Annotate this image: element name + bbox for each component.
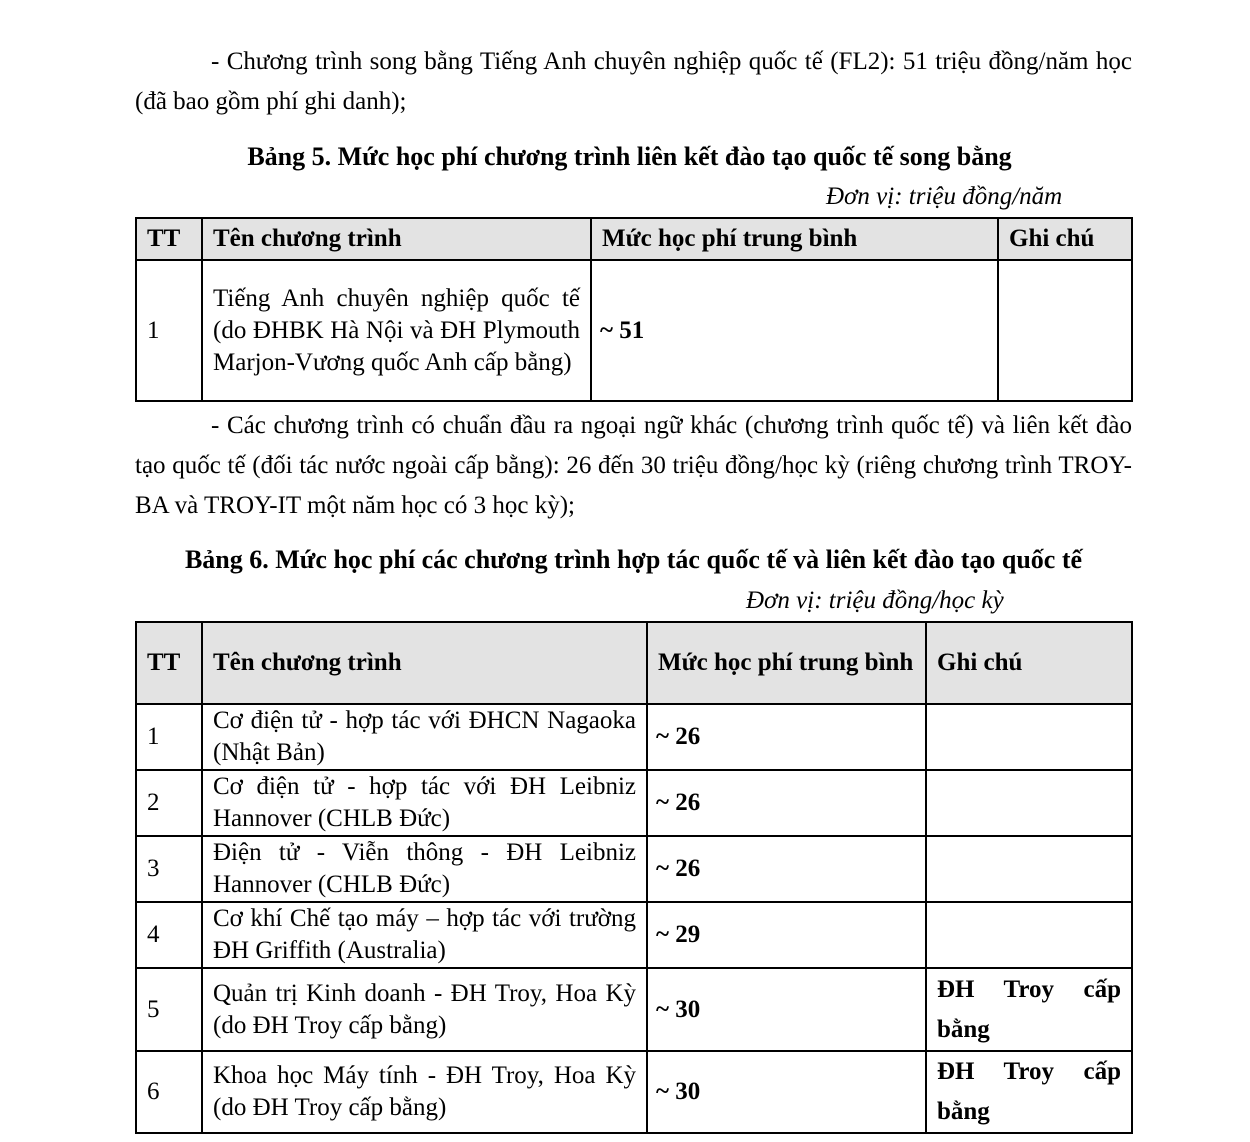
row-fee: ~ 26: [647, 704, 926, 770]
table-row: [136, 704, 1132, 770]
row-note: ĐH Troy cấp bằng: [926, 1051, 1132, 1133]
table5-header-tt: TT: [136, 218, 202, 260]
row-tt: 5: [136, 968, 202, 1051]
table-row: [136, 836, 1132, 902]
row-name: Khoa học Máy tính - ĐH Troy, Hoa Kỳ (do ĐH Troy cấp bằng): [202, 1051, 647, 1133]
row-tt: 3: [136, 836, 202, 902]
row-tt: 6: [136, 1051, 202, 1133]
table-row: [136, 1051, 1132, 1133]
table6-header-fee: Mức học phí trung bình: [647, 622, 926, 704]
table5: [135, 217, 1133, 402]
row-note: [998, 260, 1132, 401]
table5-header-note: Ghi chú: [998, 218, 1132, 260]
table5-unit: Đơn vị: triệu đồng/năm: [826, 183, 1063, 210]
table6-caption: Bảng 6. Mức học phí các chương trình hợp tác quốc tế và liên kết đào tạo quốc tế: [184, 545, 1083, 574]
row-name: Cơ điện tử - hợp tác với ĐHCN Nagaoka (Nhật Bản): [202, 704, 647, 770]
table6-header-note: Ghi chú: [926, 622, 1132, 704]
table6-unit: Đơn vị: triệu đồng/học kỳ: [746, 587, 1004, 614]
table-row: [136, 770, 1132, 836]
row-tt: 2: [136, 770, 202, 836]
row-note: [926, 836, 1132, 902]
row-note: ĐH Troy cấp bằng: [926, 968, 1132, 1051]
intro-paragraph: - Chương trình song bằng Tiếng Anh chuyên nghiệp quốc tế (FL2): 51 triệu đồng/năm học (đã bao gồm phí ghi danh);: [135, 48, 1132, 115]
row-name: Quản trị Kinh doanh - ĐH Troy, Hoa Kỳ (do ĐH Troy cấp bằng): [202, 968, 647, 1051]
row-fee: ~ 29: [647, 902, 926, 968]
row-fee: ~ 30: [647, 1051, 926, 1133]
table5-header-row: [136, 218, 1132, 260]
row-fee: ~ 30: [647, 968, 926, 1051]
table5-header-name: Tên chương trình: [202, 218, 591, 260]
table6-header-name: Tên chương trình: [202, 622, 647, 704]
row-fee: ~ 26: [647, 770, 926, 836]
table-row: [136, 968, 1132, 1051]
row-fee: ~ 51: [591, 260, 998, 401]
table5-caption: Bảng 5. Mức học phí chương trình liên kết đào tạo quốc tế song bằng: [247, 142, 1012, 171]
row-note: [926, 770, 1132, 836]
row-name: Tiếng Anh chuyên nghiệp quốc tế (do ĐHBK Hà Nội và ĐH Plymouth Marjon-Vương quốc Anh cấp bằng): [202, 260, 591, 401]
middle-paragraph: - Các chương trình có chuẩn đầu ra ngoại ngữ khác (chương trình quốc tế) và liên kết đào tạo quốc tế (đối tác nước ngoài cấp bằng): 26 đến 30 triệu đồng/học kỳ (riêng chương trình TROY-BA và TROY-IT một năm học có 3 học kỳ);: [135, 412, 1132, 519]
table6-header-tt: TT: [136, 622, 202, 704]
row-name: Điện tử - Viễn thông - ĐH Leibniz Hannover (CHLB Đức): [202, 836, 647, 902]
table6-header-row: [136, 622, 1132, 704]
table-row: [136, 260, 1132, 401]
row-name: Cơ khí Chế tạo máy – hợp tác với trường ĐH Griffith (Australia): [202, 902, 647, 968]
row-fee: ~ 26: [647, 836, 926, 902]
table5-header-fee: Mức học phí trung bình: [591, 218, 998, 260]
row-tt: 1: [136, 260, 202, 401]
table6: [135, 621, 1133, 1134]
row-tt: 1: [136, 704, 202, 770]
row-note: [926, 704, 1132, 770]
row-tt: 4: [136, 902, 202, 968]
table-row: [136, 902, 1132, 968]
row-name: Cơ điện tử - hợp tác với ĐH Leibniz Hannover (CHLB Đức): [202, 770, 647, 836]
row-note: [926, 902, 1132, 968]
